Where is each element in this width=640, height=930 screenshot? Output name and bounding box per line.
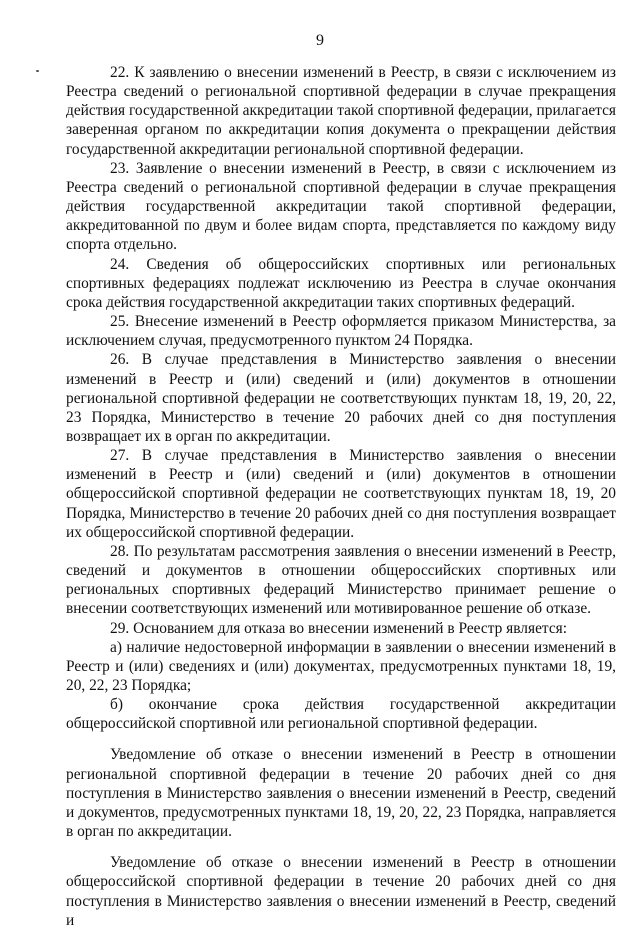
paragraph-25: 25. Внесение изменений в Реестр оформляется приказом Министерства, за исключением случая, предусмотренного пунктом 24 Порядка. [66, 313, 616, 350]
paragraph-notice-national: Уведомление об отказе о внесении изменений в Реестр в отношении общероссийской спортивной федерации в течение 20 рабочих дней со дня поступления в Министерство заявления о внесении изменений в Реестр, сведений и [66, 854, 616, 929]
paragraph-28: 28. По результатам рассмотрения заявления о внесении изменений в Реестр, сведений и документов в отношении общероссийских спортивных или региональных спортивных федераций Министерство принимает решение о внесении соответствующих изменений или мотивированное решение об отказе. [66, 542, 616, 618]
page-number: 9 [316, 32, 324, 49]
paragraph-29-a: а) наличие недостоверной информации в заявлении о внесении изменений в Реестр и (или) сведениях и (или) документах, предусмотренных пунктами 18, 19, 20, 22, 23 Порядка; [66, 638, 616, 694]
paragraph-29: 29. Основанием для отказа во внесении изменений в Реестр является: [110, 619, 567, 637]
paragraph-24: 24. Сведения об общероссийских спортивных или региональных спортивных федерациях подлежат исключению из Реестра в случае окончания срока действия государственной аккредитации таких спортивных федераций. [66, 255, 616, 311]
paragraph-26: 26. В случае представления в Министерство заявления о внесении изменений в Реестр и (или) сведений и (или) документов в отношении региональной спортивной федерации не соответствующих пунктам 18, 19, 20, 22, 23 Порядка, Министерство в течение 20 рабочих дней со дня поступления возвращает их в орган по аккредитации. [66, 351, 616, 445]
paragraph-22: 22. К заявлению о внесении изменений в Реестр, в связи с исключением из Реестра сведений о региональной спортивной федерации в случае прекращения действия государственной аккредитации такой спортивной федерации, прилагается заверенная органом по аккредитации копия документа о прекращении действия государственной аккредитации региональной спортивной федерации. [66, 64, 616, 158]
scan-speck [36, 70, 39, 72]
paragraph-29-b: б) окончание срока действия государственной аккредитации общероссийской спортивной или региональной спортивной федерации. [66, 696, 616, 733]
paragraph-27: 27. В случае представления в Министерство заявления о внесении изменений в Реестр и (или) сведений и (или) документов в отношении общероссийской спортивной федерации не соответствующих пунктам 18, 19, 20 Порядка, Министерство в течение 20 рабочих дней со дня поступления возвращает их общероссийской спортивной федерации. [66, 447, 616, 541]
paragraph-23: 23. Заявление о внесении изменений в Реестр, в связи с исключением из Реестра сведений о региональной спортивной федерации в случае прекращения действия государственной аккредитации такой спортивной федерации, аккредитованной по двум и более видам спорта, представляется по каждому виду спорта отдельно. [66, 159, 616, 254]
document-body [66, 63, 616, 930]
paragraph-notice-regional: Уведомление об отказе о внесении изменений в Реестр в отношении региональной спортивной федерации в течение 20 рабочих дней со дня поступления в Министерство заявления о внесении изменений в Реестр, сведений и документов, предусмотренных пунктами 18, 19, 20, 22, 23 Порядка, направляется в орган по аккредитации. [66, 746, 616, 841]
